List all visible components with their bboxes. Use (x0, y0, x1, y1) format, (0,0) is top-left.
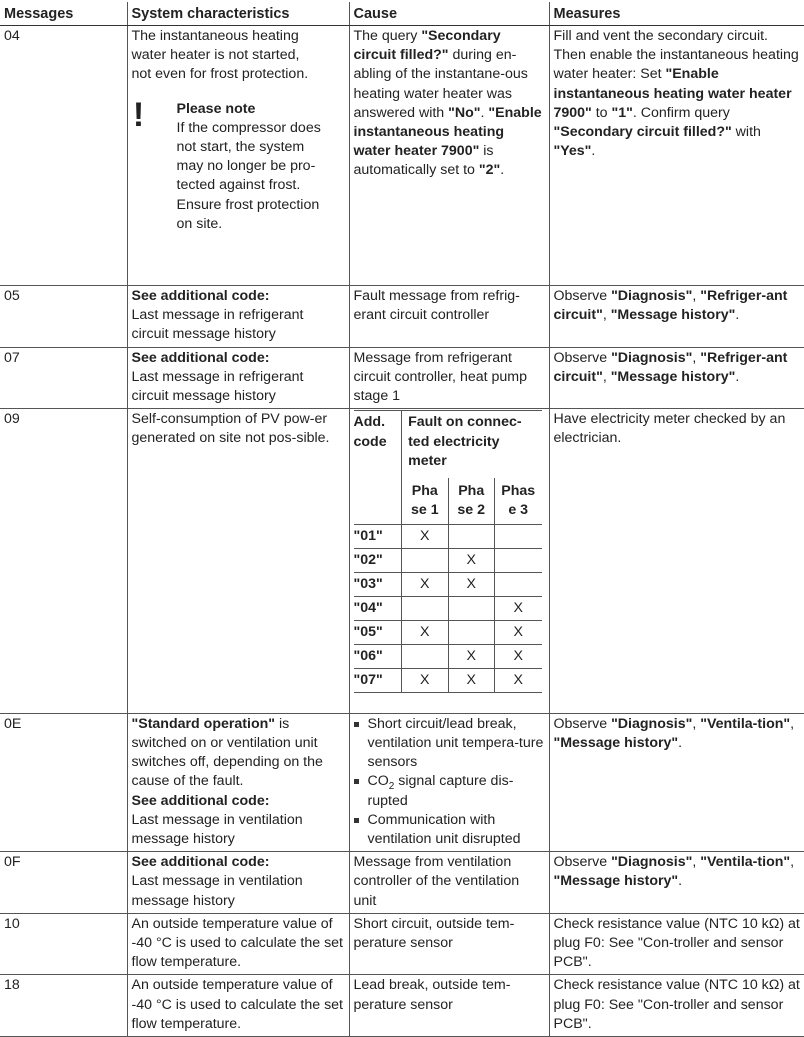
table-row (0, 26, 804, 286)
text: . (735, 307, 740, 324)
measures (549, 347, 804, 409)
note-title: Please note (176, 100, 256, 117)
phase-2-mark: X (448, 644, 494, 668)
text: Observe (553, 854, 612, 871)
note-line: tected against frost. (176, 177, 301, 194)
text: , (692, 854, 701, 871)
phase-2-mark: X (448, 548, 494, 572)
text: , (692, 349, 701, 366)
measures: Check resistance value (NTC 10 kΩ) at plug F0: See "Con-troller and sensor PCB". (549, 913, 804, 975)
add-code: "01" (354, 524, 402, 548)
text: . (735, 368, 740, 385)
list-item: Communication with ventilation unit disrupted (354, 811, 545, 849)
text-line: Last message in refrigerant (131, 307, 304, 324)
phase-1-mark: X (402, 524, 448, 548)
table-row (0, 913, 804, 975)
phase-3-mark (494, 524, 541, 548)
text-line: Last message in refrigerant (131, 368, 304, 385)
system-characteristics: Self-consumption of PV pow-er generated on site not pos-sible. (127, 409, 349, 714)
cause: Message from refrigerant circuit controller, heat pump stage 1 (349, 347, 549, 409)
note-line: not start, the system (176, 139, 305, 156)
phase-1-header: Pha se 1 (402, 478, 448, 525)
text-line: Last message in ventilation message history (131, 811, 303, 847)
text: with (731, 124, 761, 141)
phase-1-mark: X (402, 668, 448, 692)
text: signal capture dis-rupted (367, 773, 514, 809)
text: Fill and vent the secondary circuit. Then enable the instantaneous heating water heater: Set (553, 28, 799, 83)
text: . Confirm query (632, 104, 730, 121)
bold-text: "2" (478, 162, 501, 179)
message-code: 18 (0, 975, 127, 1037)
text: . (678, 734, 683, 751)
sub-row (354, 620, 542, 644)
text-line: not even for frost protection. (131, 66, 309, 83)
measures (549, 286, 804, 348)
please-note-box (132, 95, 345, 234)
list-item (354, 772, 545, 810)
text: , (790, 715, 795, 732)
phase-2-mark (448, 620, 494, 644)
add-code: "02" (354, 548, 402, 572)
add-code: "05" (354, 620, 402, 644)
exclamation-icon: ! (132, 95, 145, 134)
table-row (0, 713, 804, 851)
bold-text: "1" (611, 104, 633, 121)
additional-code-heading: See additional code: (131, 792, 270, 809)
text: Observe (553, 715, 612, 732)
electricity-meter-fault-table (354, 410, 542, 693)
message-code: 04 (0, 26, 127, 286)
sub-row (354, 644, 542, 668)
text: . (591, 143, 596, 160)
text: during en-abling of the instantane-ous heating water heater was answered with (353, 47, 528, 121)
text-line: circuit message history (131, 388, 276, 405)
system-characteristics (127, 852, 349, 914)
bold-text: "Refriger-ant circuit" (553, 349, 788, 385)
header-messages: Messages (0, 2, 127, 26)
cause (349, 26, 549, 286)
measures (549, 713, 804, 851)
add-code: "07" (354, 668, 402, 692)
bold-text: "Message history" (610, 307, 736, 324)
phase-3-mark (494, 548, 541, 572)
note-line: on site. (176, 215, 223, 232)
bold-text: "Ventila-tion" (700, 715, 791, 732)
list-item: Short circuit/lead break, ventilation unit tempera-ture sensors (354, 715, 545, 773)
phase-3-header: Phas e 3 (501, 482, 536, 518)
phase-2-header: Pha se 2 (448, 478, 494, 525)
bold-text: "Enable instantaneous heating water heater 7900" (353, 104, 542, 160)
bold-text: "Message history" (553, 734, 679, 751)
bold-text: "Diagnosis" (611, 854, 693, 871)
phase-1-mark: X (402, 620, 448, 644)
text: . (678, 873, 683, 890)
additional-code-heading: See additional code: (131, 349, 270, 366)
measures (549, 26, 804, 286)
sub-row (354, 668, 542, 692)
bold-text: "Secondary circuit filled?" (353, 28, 501, 64)
bold-text: "No" (448, 104, 481, 121)
text: , (692, 715, 701, 732)
measures (549, 852, 804, 914)
message-code: 05 (0, 286, 127, 348)
header-system-characteristics: System characteristics (127, 2, 349, 26)
text-line: The instantaneous heating (131, 28, 299, 44)
bold-text: "Secondary circuit filled?" (553, 124, 732, 141)
phase-2-mark: X (448, 572, 494, 596)
system-characteristics (127, 26, 349, 286)
bold-text: "Yes" (553, 143, 592, 160)
text: . (500, 162, 505, 179)
measures: Check resistance value (NTC 10 kΩ) at plug F0: See "Con-troller and sensor PCB". (549, 975, 804, 1037)
text: CO (367, 773, 389, 790)
text-line: Last message in ventilation message history (131, 873, 303, 909)
message-code: 07 (0, 347, 127, 409)
table-row (0, 409, 804, 714)
header-measures: Measures (549, 2, 804, 26)
bold-text: "Message history" (553, 873, 679, 890)
bold-text: "Diagnosis" (611, 349, 693, 366)
phase-1-mark: X (402, 572, 448, 596)
message-code: 10 (0, 913, 127, 975)
note-line: may no longer be pro- (176, 158, 316, 175)
text: Observe (553, 288, 612, 304)
bold-text: "Diagnosis" (611, 288, 693, 304)
cause: Lead break, outside tem-perature sensor (349, 975, 549, 1037)
sub-header-add-code: Add. code (354, 411, 402, 525)
cause: Message from ventilation controller of the ventilation unit (349, 852, 549, 914)
add-code: "03" (354, 572, 402, 596)
system-characteristics: An outside temperature value of -40 °C is used to calculate the set flow temperature. (127, 913, 349, 975)
message-code: 0F (0, 852, 127, 914)
bold-text: "Message history" (610, 368, 736, 385)
text: The query (353, 28, 422, 44)
text: , (602, 307, 611, 324)
phase-3-mark: X (494, 668, 541, 692)
text: , (692, 288, 701, 304)
sub-row (354, 596, 542, 620)
messages-table (0, 2, 804, 1037)
phase-2-mark (448, 524, 494, 548)
note-line: If the compressor does (176, 119, 321, 136)
sub-row (354, 524, 542, 548)
text: , (602, 368, 611, 385)
add-code: "06" (354, 644, 402, 668)
message-code: 0E (0, 713, 127, 851)
cause-list (354, 715, 545, 849)
system-characteristics (127, 347, 349, 409)
text: , (790, 854, 795, 871)
measures: Have electricity meter checked by an electrician. (549, 409, 804, 714)
add-code: "04" (354, 596, 402, 620)
message-code: 09 (0, 409, 127, 714)
phase-3-mark (494, 572, 541, 596)
phase-3-mark: X (494, 596, 541, 620)
header-cause: Cause (349, 2, 549, 26)
table-row (0, 286, 804, 348)
cause: Short circuit, outside tem-perature sensor (349, 913, 549, 975)
phase-2-mark: X (448, 668, 494, 692)
phase-1-mark (402, 596, 448, 620)
table-row (0, 975, 804, 1037)
table-header-row (0, 2, 804, 26)
text-line: circuit message history (131, 326, 276, 343)
system-characteristics (127, 286, 349, 348)
table-row (0, 852, 804, 914)
text: to (591, 104, 612, 121)
bold-text: "Diagnosis" (611, 715, 693, 732)
bold-text: "Refriger-ant circuit" (553, 288, 788, 324)
phase-3-mark: X (494, 644, 541, 668)
bold-text: "Standard operation" (131, 715, 276, 732)
phase-2-mark (448, 596, 494, 620)
cause: Fault message from refrig-erant circuit controller (349, 286, 549, 348)
text: Observe (553, 349, 612, 366)
system-characteristics: An outside temperature value of -40 °C is used to calculate the set flow temperature. (127, 975, 349, 1037)
bold-text: "Ventila-tion" (700, 854, 791, 871)
additional-code-heading: See additional code: (131, 854, 270, 871)
sub-row (354, 572, 542, 596)
bold-text: "Enable instantaneous heating water heater 7900" (553, 66, 792, 121)
subscript: 2 (388, 781, 395, 793)
cause (349, 409, 549, 714)
table-row (0, 347, 804, 409)
text: . (480, 104, 485, 121)
phase-1-mark (402, 548, 448, 572)
note-line: Ensure frost protection (176, 196, 320, 213)
phase-3-mark: X (494, 620, 541, 644)
additional-code-heading: See additional code: (131, 288, 270, 304)
text-line: water heater is not started, (131, 47, 300, 64)
sub-header-fault: Fault on connec-ted electricity meter (402, 411, 542, 478)
cause (349, 713, 549, 851)
phase-1-mark (402, 644, 448, 668)
text: is switched on or ventilation unit switches off, depending on the cause of the fault. (131, 715, 323, 790)
system-characteristics (127, 713, 349, 851)
text: is automatically set to (353, 143, 494, 179)
sub-row (354, 548, 542, 572)
